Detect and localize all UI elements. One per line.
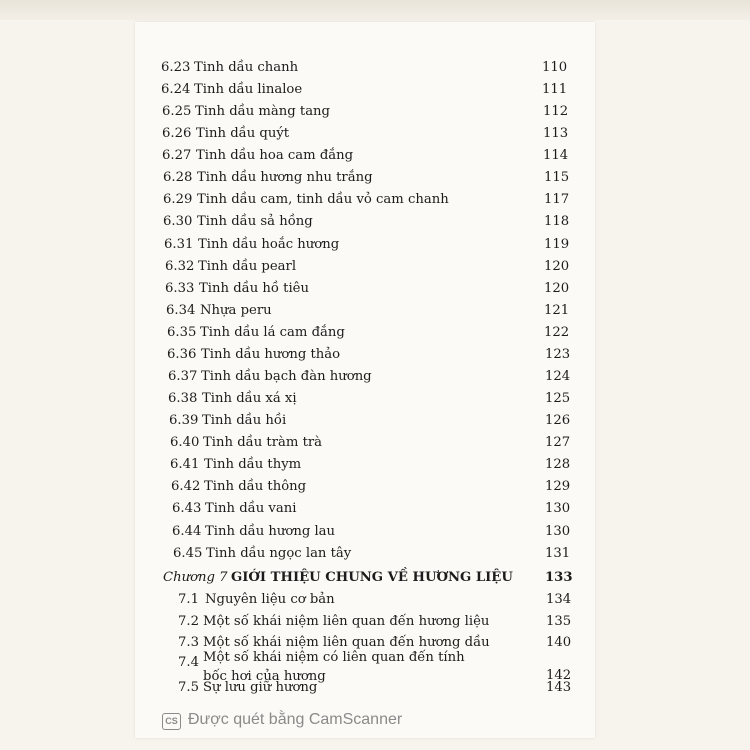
toc-title: Tinh dầu pearl <box>198 259 297 274</box>
toc-number: 6.23 <box>161 60 191 75</box>
toc-title: Tinh dầu màng tang <box>195 104 330 119</box>
toc-entry <box>0 325 750 347</box>
toc-entry <box>0 60 750 82</box>
toc-page: 120 <box>544 281 570 296</box>
toc-page: 118 <box>544 214 570 229</box>
toc-entry <box>0 347 750 369</box>
toc-title: Tinh dầu hương lau <box>205 524 336 539</box>
toc-page: 129 <box>545 479 571 494</box>
toc-title: Tinh dầu ngọc lan tây <box>206 546 352 561</box>
toc-title: Một số khái niệm liên quan đến hương dầu <box>203 635 490 650</box>
toc-page: 126 <box>545 413 571 428</box>
toc-title: Tinh dầu hoắc hương <box>198 237 340 252</box>
toc-number: 6.43 <box>172 501 202 516</box>
toc-entry <box>0 435 750 457</box>
toc-number: 6.41 <box>170 457 200 472</box>
toc-entry <box>0 82 750 104</box>
toc-title: Một số khái niệm liên quan đến hương liệu <box>203 614 490 629</box>
toc-title: Sự lưu giữ hương <box>203 680 318 695</box>
toc-entry <box>0 479 750 501</box>
toc-title: Tinh dầu hương thảo <box>201 347 341 362</box>
toc-page: 117 <box>544 192 570 207</box>
toc-title: Tinh dầu hồi <box>202 413 287 428</box>
chapter-number: Chương 7 <box>163 570 228 585</box>
toc-entry <box>0 148 750 170</box>
toc-title: Tinh dầu cam, tinh dầu vỏ cam chanh <box>197 192 449 207</box>
toc-title: Một số khái niệm có liên quan đến tính <box>203 650 465 665</box>
toc-number: 6.37 <box>168 369 198 384</box>
toc-page: 142 <box>546 668 572 683</box>
toc-number: 6.34 <box>166 303 196 318</box>
toc-number: 7.4 <box>178 655 199 670</box>
toc-entry <box>0 391 750 413</box>
toc-page: 122 <box>544 325 570 340</box>
toc-title: Tinh dầu linaloe <box>194 82 303 97</box>
toc-title: Tinh dầu tràm trà <box>203 435 323 450</box>
toc-entry <box>0 413 750 435</box>
toc-page: 113 <box>543 126 569 141</box>
toc-page: 112 <box>543 104 569 119</box>
toc-number: 6.42 <box>171 479 201 494</box>
toc-number: 6.30 <box>163 214 193 229</box>
toc-number: 6.26 <box>162 126 192 141</box>
toc-entry <box>0 170 750 192</box>
toc-title: Tinh dầu vani <box>205 501 297 516</box>
toc-page: 140 <box>546 635 572 650</box>
toc-title: Tinh dầu lá cam đắng <box>200 325 345 340</box>
toc-number: 6.38 <box>168 391 198 406</box>
toc-title: Tinh dầu thym <box>204 457 302 472</box>
toc-number: 6.39 <box>169 413 199 428</box>
toc-page: 130 <box>545 524 571 539</box>
toc-number: 6.29 <box>163 192 193 207</box>
toc-chapter-entry <box>0 570 750 592</box>
toc-entry <box>0 237 750 259</box>
toc-number: 6.35 <box>167 325 197 340</box>
toc-entry <box>0 259 750 281</box>
toc-title: Tinh dầu hồ tiêu <box>199 281 309 296</box>
toc-page: 119 <box>544 237 570 252</box>
toc-page: 120 <box>544 259 570 274</box>
toc-entry <box>0 281 750 303</box>
toc-number: 6.40 <box>170 435 200 450</box>
toc-entry <box>0 457 750 479</box>
toc-page: 115 <box>544 170 570 185</box>
toc-number: 6.33 <box>165 281 195 296</box>
toc-title: Tinh dầu hương nhu trắng <box>197 170 373 185</box>
toc-number: 6.24 <box>161 82 191 97</box>
toc-title: Tinh dầu quýt <box>196 126 290 141</box>
toc-page: 133 <box>545 570 573 585</box>
scan-top-edge <box>0 0 750 20</box>
toc-page: 128 <box>545 457 571 472</box>
toc-title: Tinh dầu thông <box>204 479 307 494</box>
chapter-title: GIỚI THIỆU CHUNG VỀ HƯƠNG LIỆU <box>231 570 513 585</box>
toc-entry <box>0 524 750 546</box>
toc-page: 123 <box>545 347 571 362</box>
toc-number: 6.27 <box>162 148 192 163</box>
toc-page: 127 <box>545 435 571 450</box>
toc-title: Nhựa peru <box>200 303 272 318</box>
toc-page: 124 <box>545 369 571 384</box>
toc-entry <box>0 303 750 325</box>
toc-entry <box>0 592 750 614</box>
toc-number: 6.28 <box>163 170 193 185</box>
toc-number: 6.45 <box>173 546 203 561</box>
toc-page: 130 <box>545 501 571 516</box>
toc-number: 7.5 <box>178 680 199 695</box>
toc-entry <box>0 501 750 523</box>
toc-number: 6.25 <box>162 104 192 119</box>
toc-title: Nguyên liệu cơ bản <box>205 592 335 607</box>
camscanner-icon: CS <box>162 713 181 730</box>
toc-number: 6.36 <box>167 347 197 362</box>
toc-page: 114 <box>543 148 569 163</box>
toc-page: 111 <box>542 82 568 97</box>
toc-title: Tinh dầu bạch đàn hương <box>201 369 372 384</box>
toc-number: 7.1 <box>178 592 199 607</box>
toc-title-continued: bốc hơi của hương <box>203 669 326 684</box>
toc-title: Tinh dầu sả hồng <box>197 214 313 229</box>
toc-entry <box>0 546 750 568</box>
toc-page: 134 <box>546 592 572 607</box>
toc-entry <box>0 214 750 236</box>
toc-entry <box>0 192 750 214</box>
toc-page: 131 <box>545 546 571 561</box>
toc-title: Tinh dầu hoa cam đắng <box>196 148 354 163</box>
toc-entry <box>0 126 750 148</box>
toc-number: 6.44 <box>172 524 202 539</box>
toc-number: 7.2 <box>178 614 199 629</box>
toc-page: 143 <box>546 680 572 695</box>
toc-entry <box>0 680 750 702</box>
toc-page: 121 <box>544 303 570 318</box>
toc-page: 135 <box>546 614 572 629</box>
toc-entry <box>0 614 750 636</box>
toc-entry <box>0 104 750 126</box>
toc-page: 110 <box>542 60 568 75</box>
toc-page: 125 <box>545 391 571 406</box>
toc-entry <box>0 369 750 391</box>
toc-title: Tinh dầu xá xị <box>202 391 297 406</box>
toc-number: 6.32 <box>165 259 195 274</box>
toc-number: 6.31 <box>164 237 194 252</box>
toc-title: Tinh dầu chanh <box>194 60 299 75</box>
toc-number: 7.3 <box>178 635 199 650</box>
watermark-text: Được quét bằng CamScanner <box>188 711 403 728</box>
